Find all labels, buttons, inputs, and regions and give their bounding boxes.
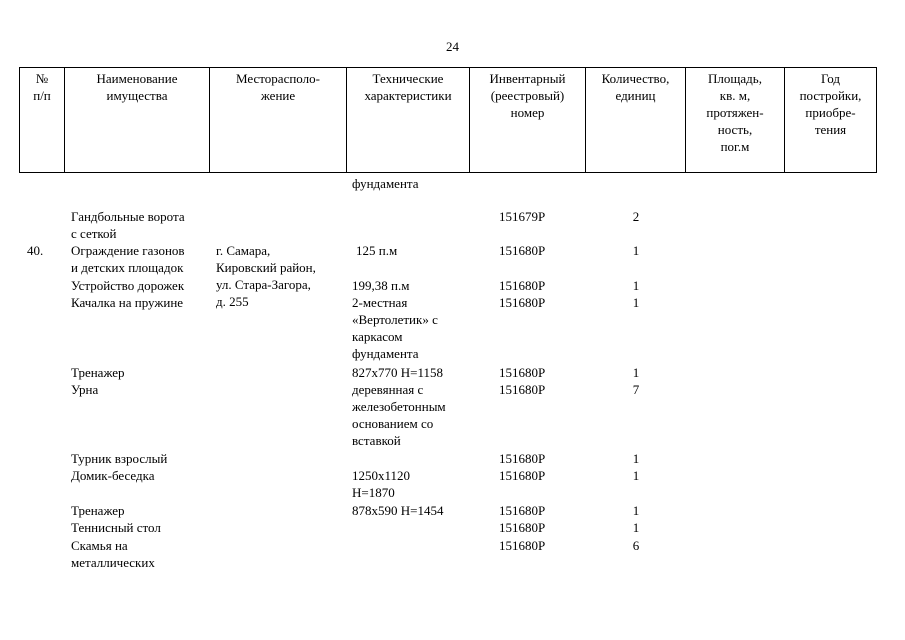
item-name: Скамья на металлических <box>71 538 155 570</box>
item-tech: 199,38 п.м <box>352 278 410 293</box>
continuation-tech: фундамента <box>352 176 419 191</box>
header-quantity: Количество, единиц <box>586 68 686 173</box>
item-inventory: 151680Р <box>499 243 546 258</box>
item-name: Урна <box>71 382 99 397</box>
item-name: Гандбольные ворота с сеткой <box>71 209 185 241</box>
item-name: Качалка на пружине <box>71 295 184 310</box>
item-name: Домик-беседка <box>71 468 155 483</box>
item-quantity: 1 <box>632 243 640 258</box>
item-tech: 2-местная «Вертолетик» с каркасом фундамента <box>352 295 438 361</box>
item-quantity: 1 <box>632 295 640 310</box>
item-name: Турник взрослый <box>71 451 168 466</box>
location: г. Самара, Кировский район, ул. Стара-Загора, д. 255 <box>216 243 316 309</box>
item-tech: 827х770 Н=1158 <box>352 365 443 380</box>
header-area: Площадь, кв. м, протяжен- ность, пог.м <box>686 68 785 173</box>
header-year: Год постройки, приобре- тения <box>785 68 877 173</box>
item-quantity: 1 <box>632 451 640 466</box>
header-name: Наименование имущества <box>65 68 210 173</box>
item-inventory: 151680Р <box>499 365 546 380</box>
item-inventory: 151680Р <box>499 295 546 310</box>
item-inventory: 151680Р <box>499 451 546 466</box>
item-inventory: 151680Р <box>499 382 546 397</box>
item-quantity: 2 <box>632 209 640 224</box>
page-number: 24 <box>446 39 459 54</box>
header-inventory-number: Инвентарный (реестровый) номер <box>470 68 586 173</box>
item-tech: 1250х1120 Н=1870 <box>352 468 411 500</box>
item-name: Тренажер <box>71 503 125 518</box>
item-quantity: 1 <box>632 365 640 380</box>
item-quantity: 6 <box>632 538 640 553</box>
item-tech: 125 п.м <box>356 243 398 258</box>
header-row-number: № п/п <box>20 68 65 173</box>
item-inventory: 151680Р <box>499 520 546 535</box>
item-quantity: 1 <box>632 278 640 293</box>
row-number: 40. <box>27 243 44 258</box>
item-inventory: 151679Р <box>499 209 546 224</box>
item-name: Устройство дорожек <box>71 278 185 293</box>
item-name: Теннисный стол <box>71 520 161 535</box>
item-quantity: 1 <box>632 503 640 518</box>
item-inventory: 151680Р <box>499 278 546 293</box>
header-tech-specs: Технические характеристики <box>347 68 470 173</box>
item-inventory: 151680Р <box>499 468 546 483</box>
header-table <box>19 67 877 173</box>
item-tech: деревянная с железобетонным основанием со вставкой <box>352 382 446 448</box>
item-name: Ограждение газонов и детских площадок <box>71 243 185 275</box>
item-tech: 878х590 Н=1454 <box>352 503 444 518</box>
item-inventory: 151680Р <box>499 503 546 518</box>
item-quantity: 1 <box>632 468 640 483</box>
item-name: Тренажер <box>71 365 125 380</box>
header-location: Месторасполо- жение <box>210 68 347 173</box>
item-inventory: 151680Р <box>499 538 546 553</box>
item-quantity: 7 <box>632 382 640 397</box>
item-quantity: 1 <box>632 520 640 535</box>
